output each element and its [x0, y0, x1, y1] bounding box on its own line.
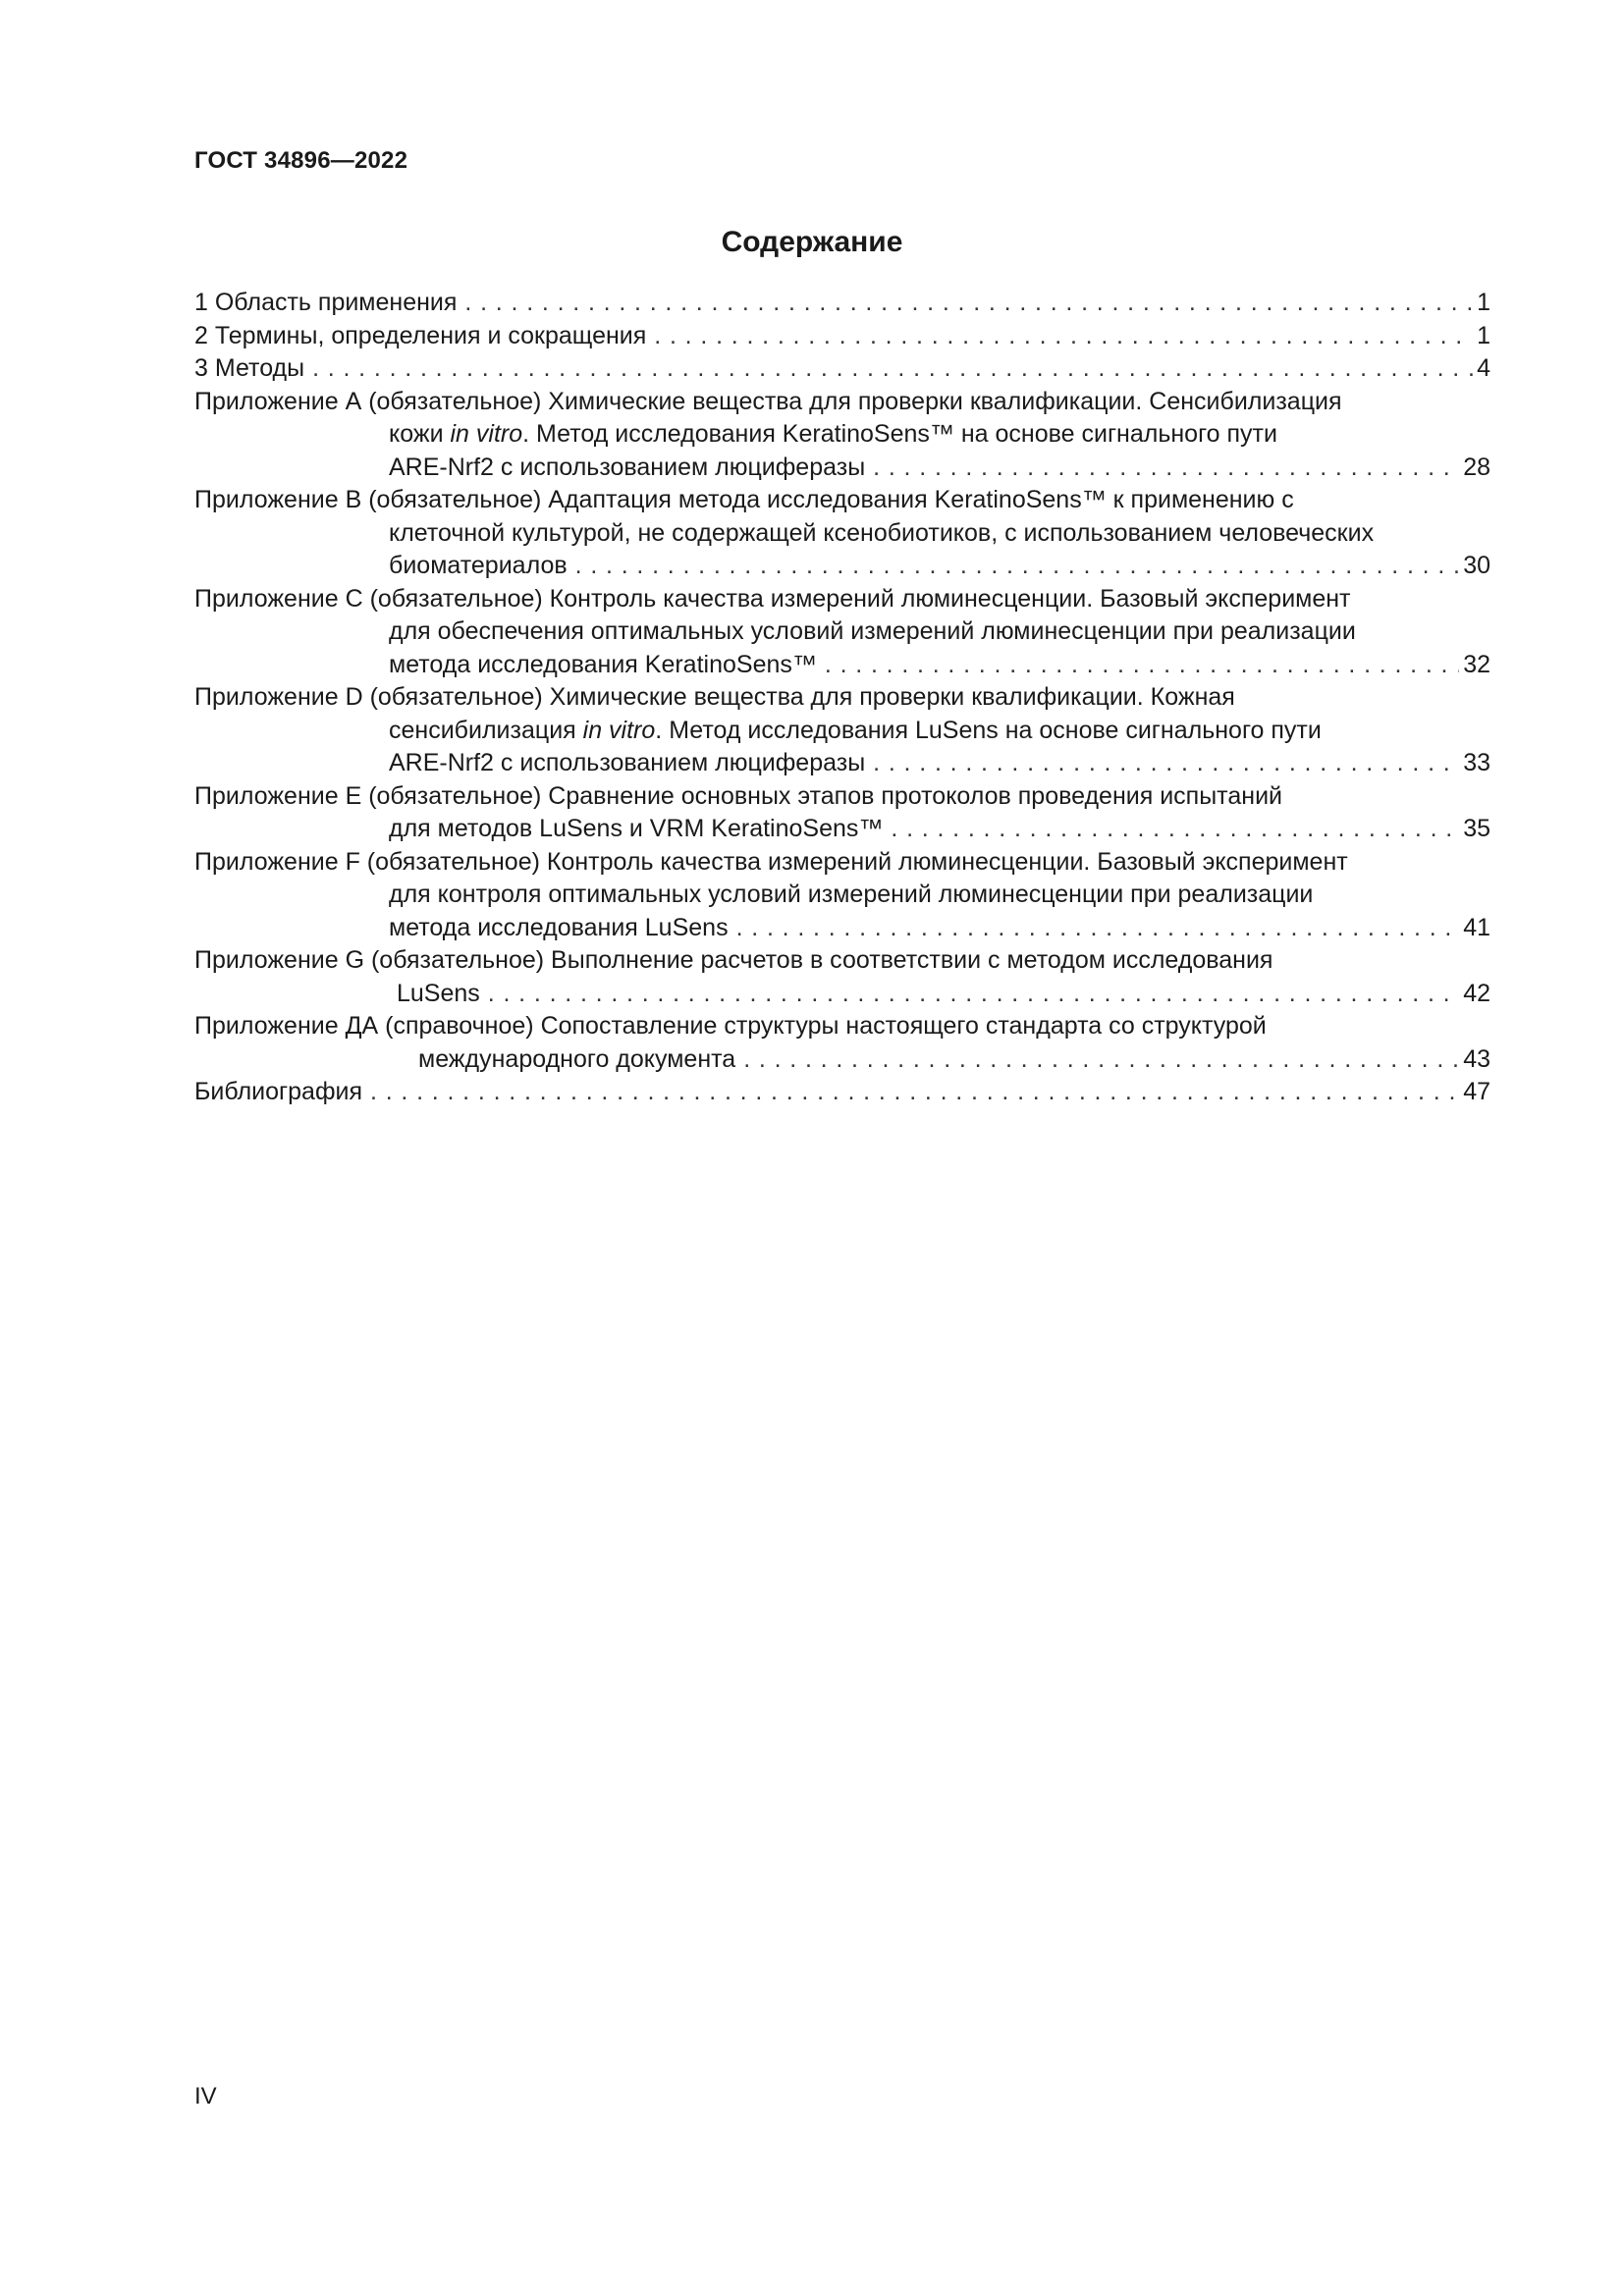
- toc-entry-appendix-g[interactable]: [194, 944, 1490, 1010]
- dot-leader: [312, 352, 1473, 386]
- toc-entry-text: Приложение С (обязательное) Контроль качества измерений люминесценции. Базовый эксперимент: [194, 584, 1351, 613]
- toc-entry-appendix-e[interactable]: [194, 780, 1490, 846]
- toc-entry-text: метода исследования LuSens: [389, 913, 729, 941]
- toc-entry-scope[interactable]: [194, 287, 1490, 320]
- toc-page-number: 35: [1463, 815, 1490, 842]
- toc-page-number: 28: [1463, 453, 1490, 481]
- toc-entry-text: ARE-Nrf2 с использованием люциферазы: [389, 453, 866, 481]
- page-number: IV: [194, 2083, 217, 2109]
- toc-page-number: 43: [1463, 1044, 1490, 1073]
- toc-page-number: 41: [1463, 913, 1490, 941]
- toc-entry-text: Приложение А (обязательное) Химические вещества для проверки квалификации. Сенсибилизация: [194, 387, 1342, 415]
- toc-entry-methods[interactable]: [194, 352, 1490, 386]
- toc-entry-text: Приложение В (обязательное) Адаптация метода исследования KeratinoSens™ к применению с: [194, 486, 1294, 513]
- toc-entry-text: кожи in vitro. Метод исследования KeratinoSens™ на основе сигнального пути: [389, 420, 1277, 448]
- document-id: ГОСТ 34896—2022: [194, 147, 408, 174]
- dot-leader: [464, 287, 1473, 320]
- toc-page-number: 47: [1463, 1078, 1490, 1105]
- toc-entry-appendix-c[interactable]: [194, 583, 1490, 682]
- toc-entry-appendix-b[interactable]: [194, 484, 1490, 583]
- dot-leader: [743, 1043, 1459, 1077]
- toc-page-number: 1: [1477, 289, 1490, 316]
- toc-entry-appendix-a[interactable]: [194, 386, 1490, 485]
- toc-entry-text: Приложение D (обязательное) Химические вещества для проверки квалификации. Кожная: [194, 683, 1235, 711]
- dot-leader: [370, 1076, 1459, 1109]
- toc-entry-text: 3 Методы: [194, 354, 305, 382]
- toc-entry-text: LuSens: [397, 979, 480, 1007]
- toc-page-number: 33: [1463, 749, 1490, 776]
- toc-entry-text: международного документа: [418, 1044, 736, 1073]
- toc-entry-text: Приложение F (обязательное) Контроль качества измерений люминесценции. Базовый эксперимент: [194, 847, 1348, 876]
- toc-entry-text: метода исследования KeratinoSens™: [389, 650, 817, 678]
- toc-entry-text: Приложение G (обязательное) Выполнение расчетов в соответствии с методом исследования: [194, 946, 1273, 974]
- toc-entry-text: для контроля оптимальных условий измерений люминесценции при реализации: [389, 881, 1314, 908]
- toc-entry-text: Приложение Е (обязательное) Сравнение основных этапов протоколов проведения испытаний: [194, 781, 1282, 810]
- dot-leader: [736, 912, 1460, 945]
- dot-leader: [873, 452, 1459, 485]
- dot-leader: [873, 747, 1459, 780]
- toc-entry-text: для обеспечения оптимальных условий измерений люминесценции при реализации: [389, 617, 1356, 645]
- dot-leader: [654, 320, 1473, 353]
- toc-page-number: 1: [1477, 321, 1490, 349]
- toc-entry-text: Приложение ДА (справочное) Сопоставление структуры настоящего стандарта со структурой: [194, 1012, 1267, 1040]
- dot-leader: [891, 813, 1459, 846]
- toc-entry-appendix-f[interactable]: [194, 846, 1490, 945]
- toc-entry-text: ARE-Nrf2 с использованием люциферазы: [389, 749, 866, 776]
- table-of-contents: [194, 287, 1490, 1109]
- toc-entry-text: 2 Термины, определения и сокращения: [194, 321, 647, 349]
- toc-entry-appendix-d[interactable]: [194, 681, 1490, 780]
- toc-entry-text: 1 Область применения: [194, 289, 458, 316]
- toc-entry-text: биоматериалов: [389, 552, 568, 579]
- toc-entry-bibliography[interactable]: [194, 1076, 1490, 1109]
- toc-title: Содержание: [721, 226, 903, 258]
- dot-leader: [575, 550, 1460, 583]
- toc-entry-text: Библиография: [194, 1078, 363, 1105]
- dot-leader: [488, 978, 1459, 1011]
- toc-entry-text: сенсибилизация in vitro. Метод исследования LuSens на основе сигнального пути: [389, 716, 1322, 744]
- toc-entry-terms[interactable]: [194, 320, 1490, 353]
- toc-page-number: 4: [1477, 354, 1490, 382]
- toc-page-number: 42: [1463, 979, 1490, 1007]
- toc-page-number: 32: [1463, 650, 1490, 678]
- dot-leader: [825, 649, 1459, 682]
- toc-entry-appendix-da[interactable]: [194, 1010, 1490, 1076]
- toc-entry-text: клеточной культурой, не содержащей ксенобиотиков, с использованием человеческих: [389, 518, 1375, 547]
- toc-page-number: 30: [1463, 552, 1490, 579]
- toc-entry-text: для методов LuSens и VRM KeratinoSens™: [389, 815, 884, 842]
